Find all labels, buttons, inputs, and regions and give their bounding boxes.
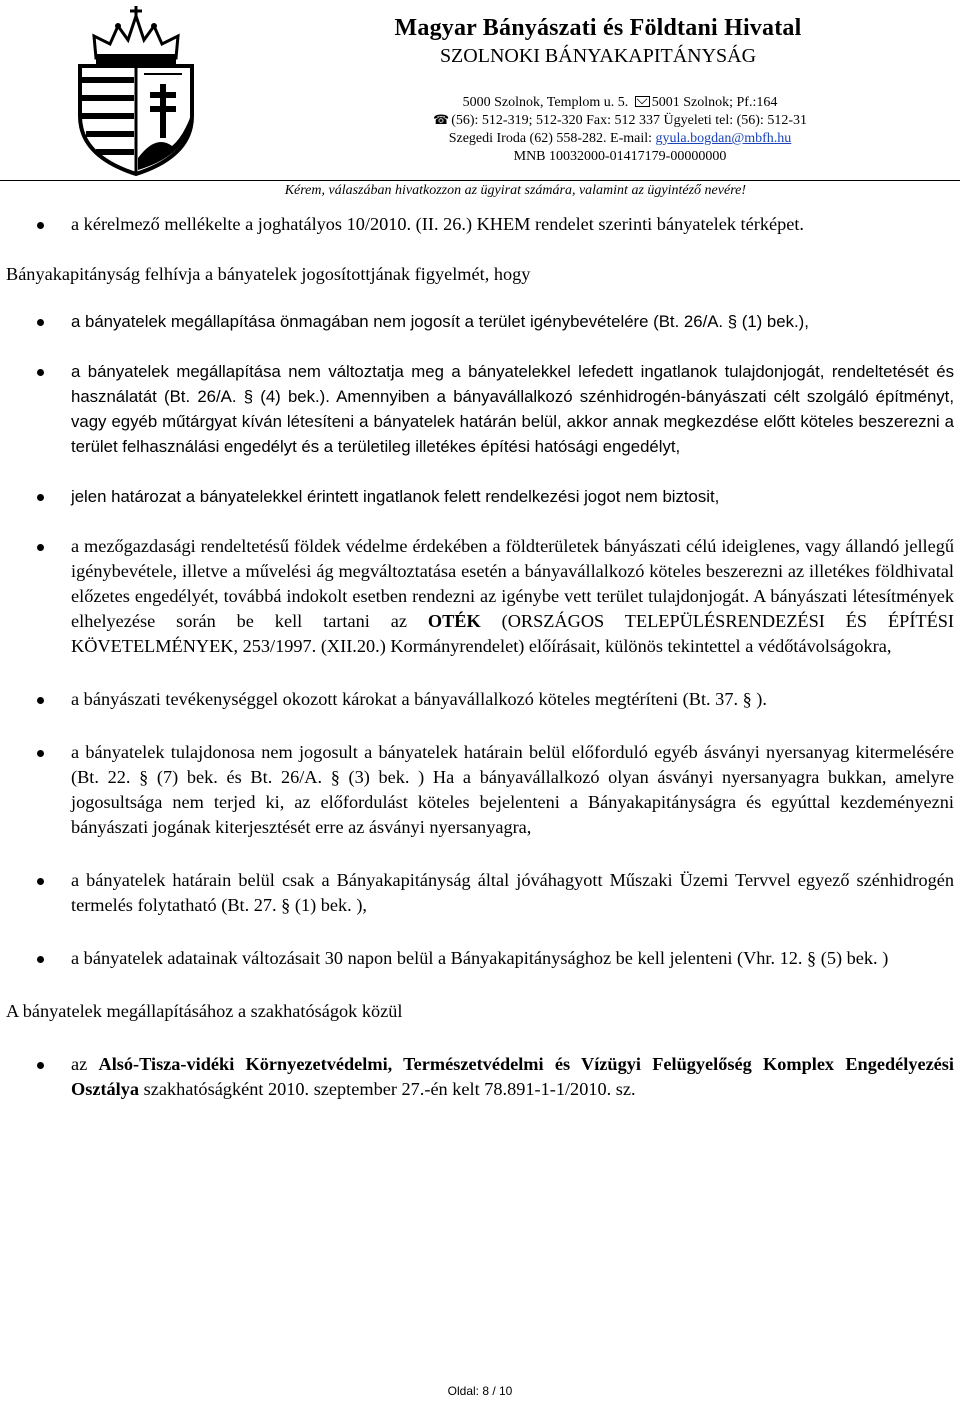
letterhead [0, 0, 960, 198]
list-item: a bányatelek adatainak változásait 30 napon belül a Bányakapitánysághoz be kell jelenteni (Vhr. 12. § (5) bek. ) [0, 946, 960, 971]
document-body [0, 212, 960, 1102]
mail-icon [635, 96, 650, 107]
bullet-icon [37, 319, 44, 326]
coat-of-arms-icon [66, 6, 206, 176]
phone-numbers: (56): 512-319; 512-320 Fax: 512 337 Ügyeleti tel: (56): 512-31 [451, 113, 807, 128]
contact-block [300, 94, 940, 166]
phone-icon: ☎ [433, 113, 450, 128]
bullet-icon [37, 878, 44, 885]
list-item: a mezőgazdasági rendeltetésű földek védelme érdekében a földterületek bányászati célú ideiglenes, vagy állandó jellegű igénybevétele, illetve a művelési ág megváltoztatása esetén a bányavállalkozó köteles beszerezni az illetékes földhivatal előzetes engedélyét, továbbá indokolt esetben rendezni az igénybe vett terület tulajdonjogát. A bányászati létesítmények elhelyezése során be kell tartani az OTÉK (ORSZÁGOS TELEPÜLÉSRENDEZÉSI ÉS ÉPÍTÉSI KÖVETELMÉNYEK, 253/1997. (XII.20.) Kormányrendelet) előírásait, különös tekintettel a védőtávolságokra, [0, 534, 960, 659]
reference-notice: Kérem, válaszában hivatkozzon az ügyirat számára, valamint az ügyintéző nevére! [284, 183, 746, 198]
authority-name: Alsó-Tisza-vidéki Környezetvédelmi, Természetvédelmi és Vízügyi Felügyelőség Komplex Engedélyezési Osztálya [71, 1054, 954, 1099]
bank-account: MNB 10032000-01417179-00000000 [513, 149, 727, 164]
bullet-icon [37, 222, 44, 229]
list-item: a bányászati tevékenységgel okozott károkat a bányavállalkozó köteles megtéríteni (Bt. 37. § ). [0, 687, 960, 712]
szeged-office: Szegedi Iroda (62) 558-282. E-mail: [448, 131, 653, 146]
bullet-icon [37, 956, 44, 963]
list-item: a bányatelek megállapítása nem változtatja meg a bányatelekkel lefedett ingatlanok tulajdonjogát, rendeltetését és használatát (Bt. 26/A. § (4) bek.). Amennyiben a bányavállalkozó szénhidrogén-bányászati célt szolgáló építményt, vagy egyéb műtárgyat kíván létesíteni a bányatelek határán belül, akkor annak megkezdése előtt köteles beszerezni a terület felhasználási engedélyt és a területileg illetékes építési hatósági engedélyt, [0, 359, 960, 459]
list-item: a kérelmező mellékelte a joghatályos 10/2010. (II. 26.) KHEM rendelet szerinti bányatelek térképet. [0, 212, 960, 237]
list-item: a bányatelek megállapítása önmagában nem jogosít a terület igénybevételére (Bt. 26/A. § (1) bek.), [0, 309, 960, 334]
organization-name: Magyar Bányászati és Földtani Hivatal [394, 15, 802, 41]
header-divider [0, 180, 960, 181]
otek-abbreviation: OTÉK [427, 611, 481, 631]
street-address: 5000 Szolnok, Templom u. 5. [462, 95, 629, 110]
bullet-icon [37, 697, 44, 704]
bullet-icon [37, 750, 44, 757]
bullet-icon [37, 369, 44, 376]
page-number: Oldal: 8 / 10 [447, 1384, 513, 1398]
list-item: a bányatelek határain belül csak a Bányakapitányság által jóváhagyott Műszaki Üzemi Tervvel egyező szénhidrogén termelés folytatható (Bt. 27. § (1) bek. ), [0, 868, 960, 918]
paragraph: A bányatelek megállapításához a szakhatóságok közül [6, 1001, 403, 1021]
paragraph: Bányakapitányság felhívja a bányatelek jogosítottjának figyelmét, hogy [6, 264, 531, 284]
list-item: az Alsó-Tisza-vidéki Környezetvédelmi, Természetvédelmi és Vízügyi Felügyelőség Komplex Engedélyezési Osztálya szakhatóságként 2010. szeptember 27.-én kelt 78.891-1-1/2010. sz. [0, 1052, 960, 1102]
bullet-icon [37, 1062, 44, 1069]
bullet-icon [37, 544, 44, 551]
email-link[interactable]: gyula.bogdan@mbfh.hu [655, 131, 792, 146]
bullet-icon [37, 494, 44, 501]
office-name: SZOLNOKI BÁNYAKAPITÁNYSÁG [439, 45, 757, 67]
postal-address: 5001 Szolnok; Pf.:164 [651, 95, 778, 110]
list-item: a bányatelek tulajdonosa nem jogosult a bányatelek határain belül előforduló egyéb ásványi nyersanyag kitermelésére (Bt. 22. § (7) bek. és Bt. 26/A. § (3) bek. ) Ha a bányavállalkozó olyan ásványi nyersanyagra bukkan, amelyre jogosultsága nem terjed ki, az előfordulást köteles bejelenteni a Bányakapitányságra és egyúttal kezdeményezni bányászati jogának kiterjesztését erre az ásványi nyersanyagra, [0, 740, 960, 840]
list-item: jelen határozat a bányatelekkel érintett ingatlanok felett rendelkezési jogot nem biztosit, [0, 484, 960, 509]
